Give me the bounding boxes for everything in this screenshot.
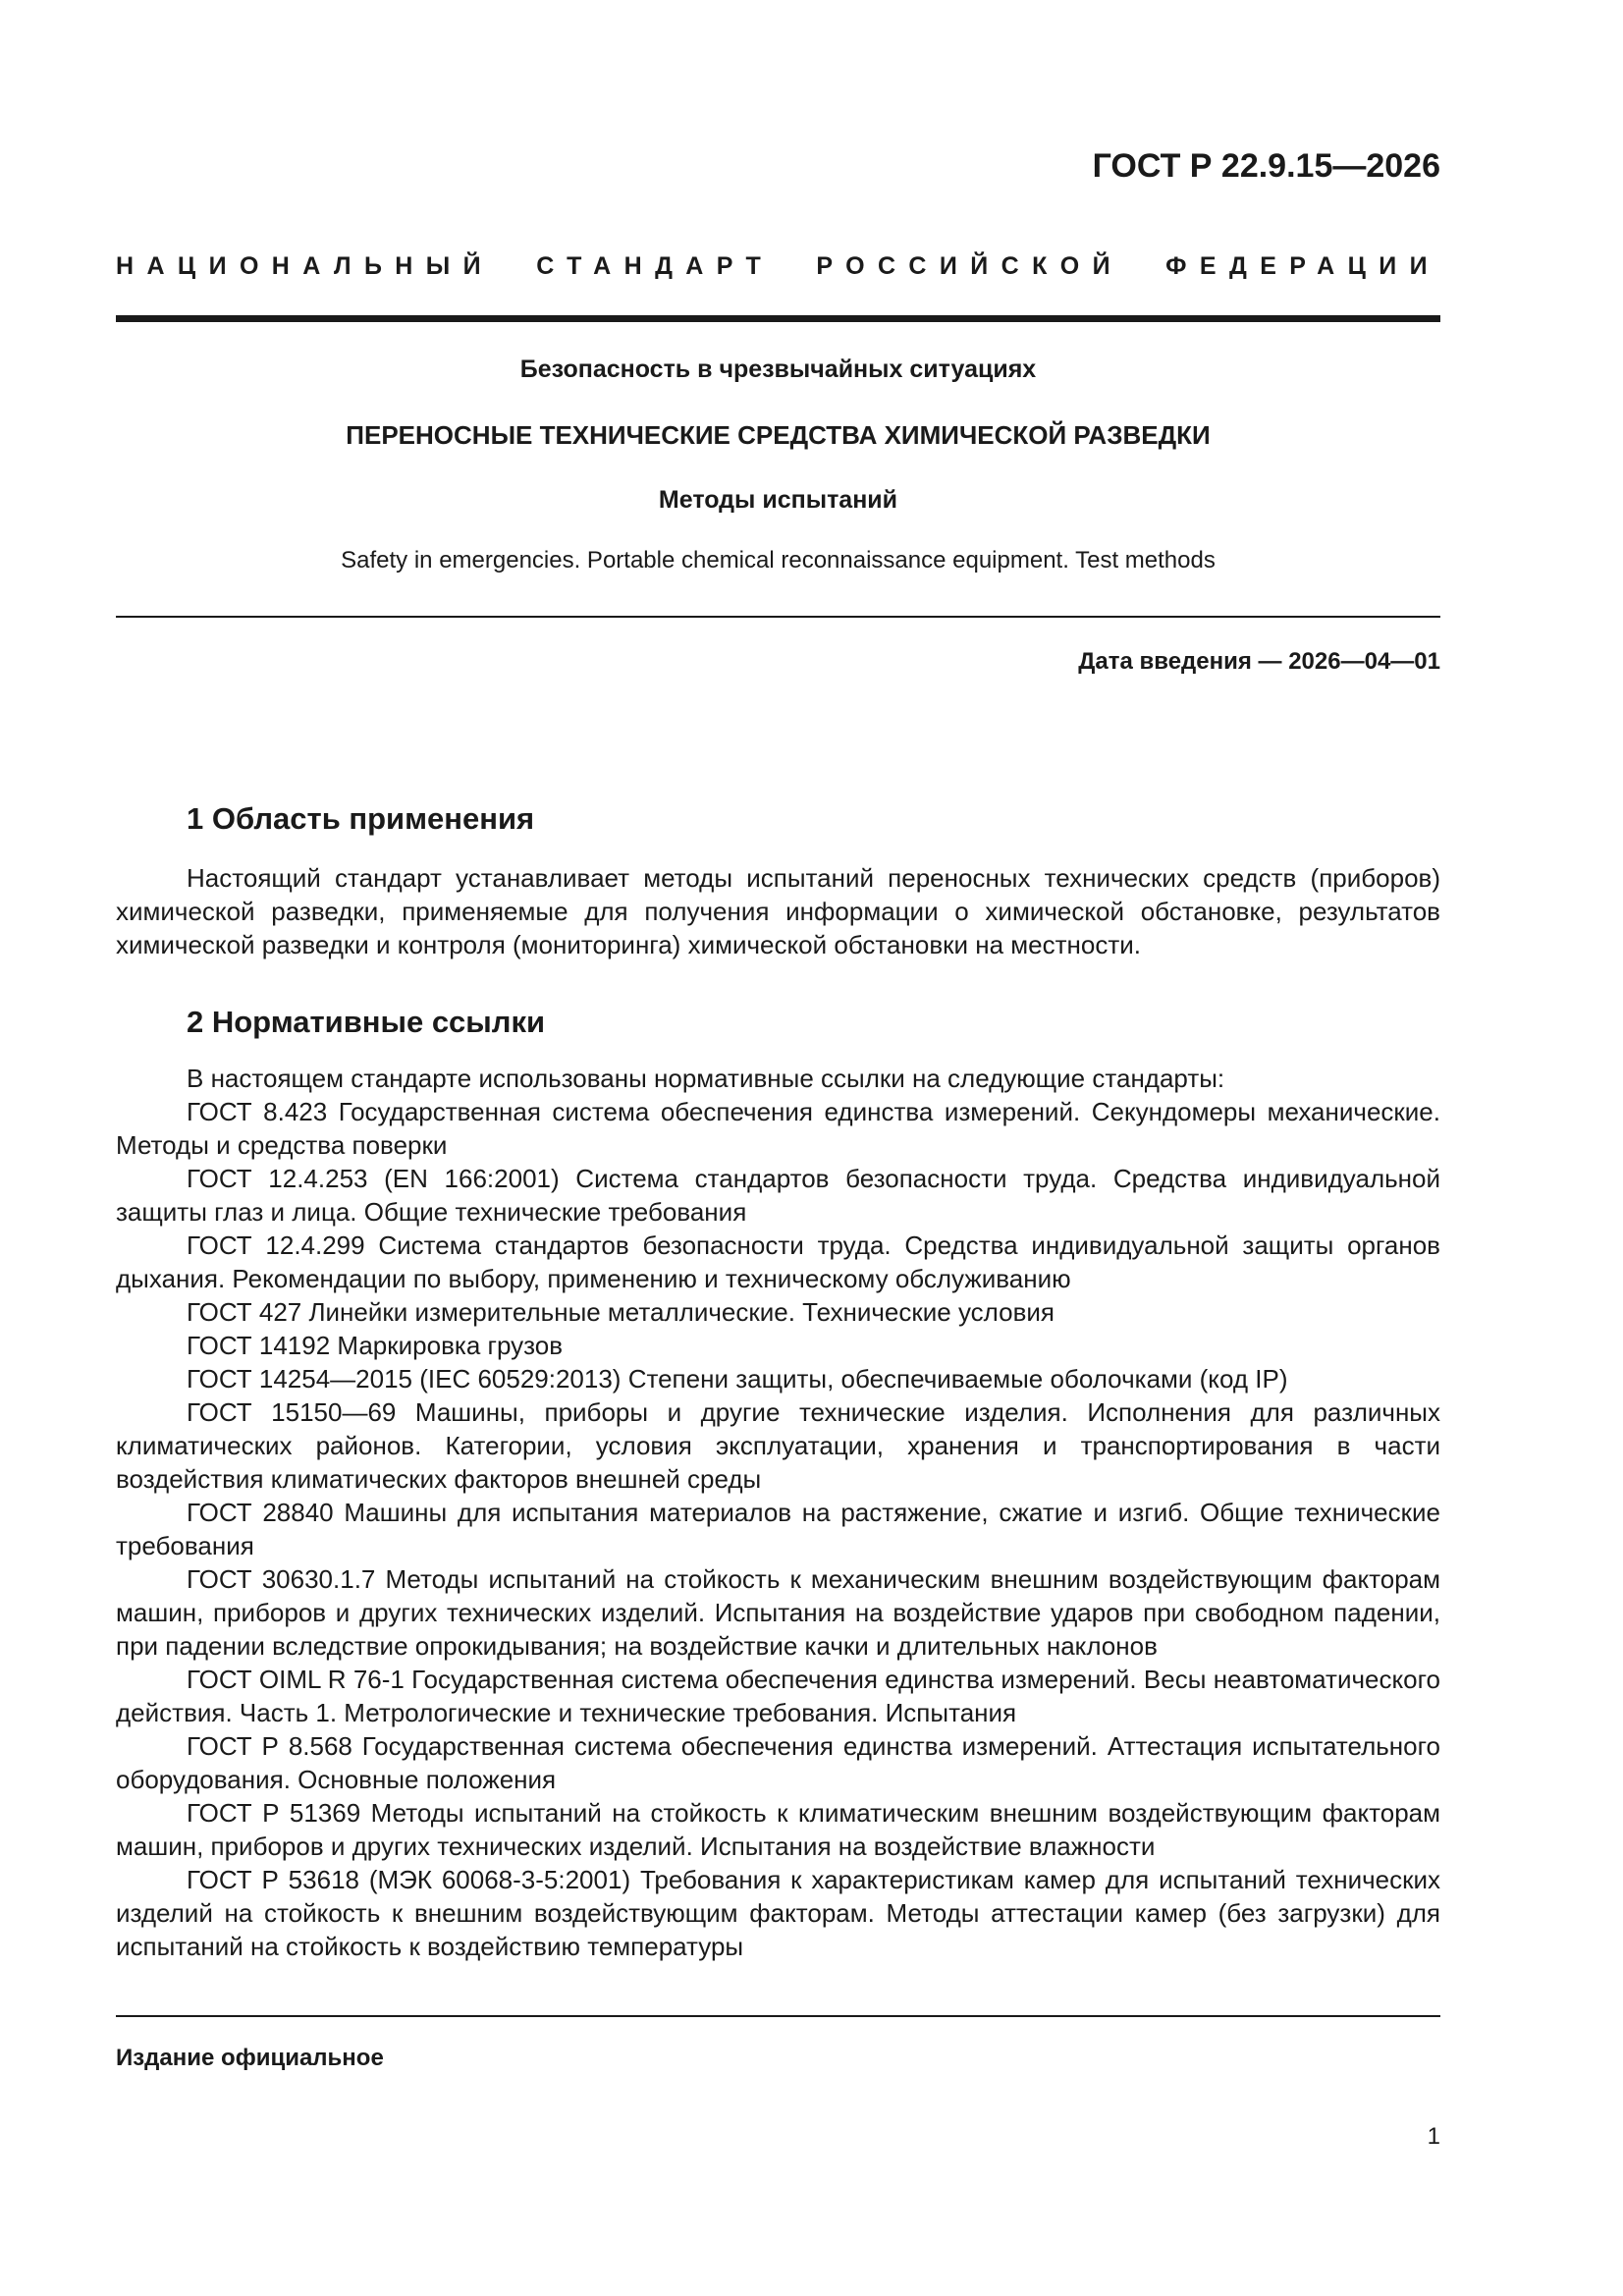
reference-item: ГОСТ OIML R 76-1 Государственная система обеспечения единства измерений. Весы неавтоматического действия. Часть 1. Метрологические и технические требования. Испытания <box>116 1665 1440 1727</box>
gost-number: ГОСТ Р 22.9.15—2026 <box>1092 147 1440 185</box>
reference-item: ГОСТ 28840 Машины для испытания материалов на растяжение, сжатие и изгиб. Общие технические требования <box>116 1498 1440 1560</box>
section-1-heading: 1 Область применения <box>187 801 535 836</box>
section-2-heading: 2 Нормативные ссылки <box>187 1005 546 1039</box>
reference-item: ГОСТ 12.4.253 (EN 166:2001) Система стандартов безопасности труда. Средства индивидуальной защиты глаз и лица. Общие технические требования <box>116 1164 1440 1227</box>
reference-item: ГОСТ 30630.1.7 Методы испытаний на стойкость к механическим внешним воздействующим факторам машин, приборов и других технических изделий. Испытания на воздействие ударов при свободном падении, при падении вследствие опрокидывания; на воздействие качки и длительных наклонов <box>116 1564 1440 1661</box>
references-intro: В настоящем стандарте использованы нормативные ссылки на следующие стандарты: <box>187 1064 1225 1093</box>
reference-item: ГОСТ Р 51369 Методы испытаний на стойкость к климатическим внешним воздействующим факторам машин, приборов и других технических изделий. Испытания на воздействие влажности <box>116 1798 1440 1861</box>
page-number: 1 <box>1427 2123 1440 2150</box>
title-sub: Методы испытаний <box>658 486 898 514</box>
title-english: Safety in emergencies. Portable chemical reconnaissance equipment. Test methods <box>341 547 1216 574</box>
reference-item: ГОСТ 15150—69 Машины, приборы и другие технические изделия. Исполнения для различных климатических районов. Категории, условия эксплуатации, хранения и транспортирования в части воздействия климатических факторов внешней среды <box>116 1397 1440 1494</box>
title-bottom-rule <box>116 616 1440 618</box>
reference-item: ГОСТ Р 8.568 Государственная система обеспечения единства измерений. Аттестация испытательного оборудования. Основные положения <box>116 1731 1440 1794</box>
reference-item: ГОСТ 8.423 Государственная система обеспечения единства измерений. Секундомеры механические. Методы и средства поверки <box>116 1097 1440 1160</box>
section-1-body <box>116 861 1440 961</box>
section-1-paragraph: Настоящий стандарт устанавливает методы испытаний переносных технических средств (приборов) химической разведки, применяемые для получения информации о химической обстановке, результатов химической разведки и контроля (мониторинга) химической обстановки на местности. <box>116 863 1440 959</box>
reference-item: ГОСТ 14192 Маркировка грузов <box>187 1331 564 1360</box>
reference-item: ГОСТ 14254—2015 (IEC 60529:2013) Степени защиты, обеспечиваемые оболочками (код IP) <box>187 1364 1288 1394</box>
section-2-body <box>116 1062 1440 1963</box>
footer-rule <box>116 2015 1440 2017</box>
national-standard-caption: НАЦИОНАЛЬНЫЙ СТАНДАРТ РОССИЙСКОЙ ФЕДЕРАЦИИ <box>116 252 1440 280</box>
title-area: Безопасность в чрезвычайных ситуациях <box>519 355 1037 383</box>
reference-item: ГОСТ 12.4.299 Система стандартов безопасности труда. Средства индивидуальной защиты органов дыхания. Рекомендации по выбору, применению и техническому обслуживанию <box>116 1230 1440 1293</box>
official-edition-label: Издание официальное <box>116 2045 384 2071</box>
reference-item: ГОСТ Р 53618 (МЭК 60068-3-5:2001) Требования к характеристикам камер для испытаний технических изделий на стойкость к внешним воздействующим факторам. Методы аттестации камер (без загрузки) для испытаний на стойкость к воздействию температуры <box>116 1865 1440 1961</box>
reference-item: ГОСТ 427 Линейки измерительные металлические. Технические условия <box>187 1297 1055 1327</box>
title-main: ПЕРЕНОСНЫЕ ТЕХНИЧЕСКИЕ СРЕДСТВА ХИМИЧЕСКОЙ РАЗВЕДКИ <box>346 420 1211 450</box>
introduction-date: Дата введения — 2026—04—01 <box>1078 648 1440 675</box>
header-thick-rule <box>116 315 1440 322</box>
